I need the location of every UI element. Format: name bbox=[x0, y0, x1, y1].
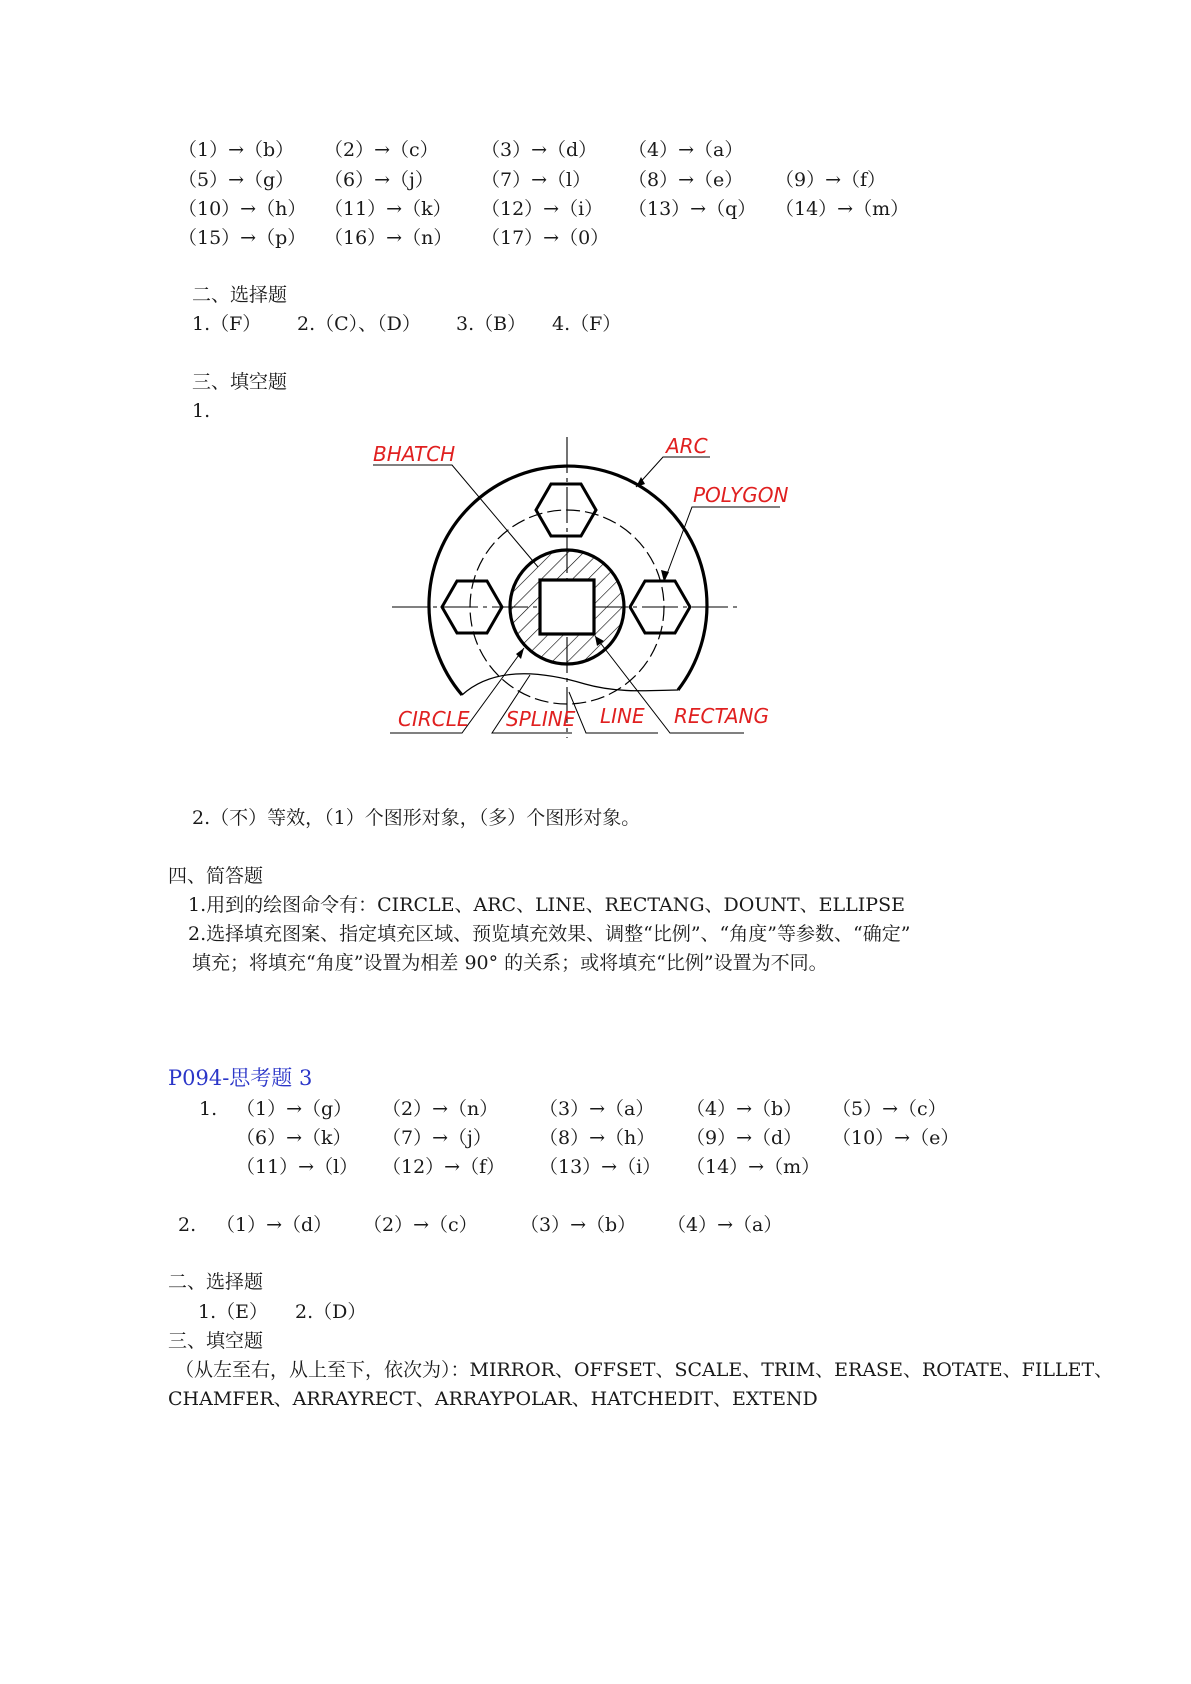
s1-r2-c2: （6）→（j） bbox=[324, 169, 434, 191]
s1-fill-item2: 2.（不）等效，（1）个图形对象，（多）个图形对象。 bbox=[192, 807, 641, 829]
s2-q2-num: 2. bbox=[178, 1214, 197, 1236]
s2-q1-r1-c1: （1）→（g） bbox=[236, 1098, 353, 1120]
s1-short-heading: 四、简答题 bbox=[168, 865, 264, 887]
s1-short-1: 1.用到的绘图命令有：CIRCLE、ARC、LINE、RECTANG、DOUNT、ELLIPSE bbox=[188, 894, 905, 916]
spline-line bbox=[462, 674, 678, 695]
s1-r4-c3: （17）→（0） bbox=[481, 227, 610, 249]
s2-q1-r1-c3: （3）→（a） bbox=[539, 1098, 655, 1120]
label-arc: ARC bbox=[666, 434, 708, 458]
hexagon-top bbox=[536, 484, 596, 536]
s1-choice-heading: 二、选择题 bbox=[192, 284, 288, 306]
s1-short-2a: 2.选择填充图案、指定填充区域、预览填充效果、调整“比例”、“角度”等参数、“确定” bbox=[188, 923, 911, 945]
s1-r1-c3: （3）→（d） bbox=[481, 139, 598, 161]
s1-fill-heading: 三、填空题 bbox=[192, 371, 288, 393]
s1-r1-c1: （1）→（b） bbox=[178, 139, 295, 161]
s2-q2-c3: （3）→（b） bbox=[520, 1214, 637, 1236]
s1-choice-2: 2.（C）、（D） bbox=[297, 313, 421, 335]
label-line: LINE bbox=[600, 704, 645, 728]
s2-choice-2: 2.（D） bbox=[295, 1301, 367, 1323]
s1-r4-c1: （15）→（p） bbox=[178, 227, 307, 249]
s2-q2-c2: （2）→（c） bbox=[363, 1214, 478, 1236]
s2-q1-r2-c3: （8）→（h） bbox=[539, 1127, 656, 1149]
s1-r3-c4: （13）→（q） bbox=[628, 198, 757, 220]
s2-q1-r3-c1: （11）→（l） bbox=[236, 1156, 359, 1178]
leader-polygon bbox=[664, 507, 780, 582]
s2-q1-r2-c2: （7）→（j） bbox=[382, 1127, 492, 1149]
s1-short-2b: 填充；将填充“角度”设置为相差 90° 的关系；或将填充“比例”设置为不同。 bbox=[192, 952, 828, 974]
label-spline: SPLINE bbox=[506, 707, 576, 731]
leader-bhatch bbox=[373, 465, 538, 567]
s1-r3-c3: （12）→（i） bbox=[481, 198, 604, 220]
s1-r4-c2: （16）→（n） bbox=[324, 227, 453, 249]
s2-choice-1: 1.（E） bbox=[198, 1301, 268, 1323]
s2-q2-c1: （1）→（d） bbox=[216, 1214, 333, 1236]
s1-r1-c4: （4）→（a） bbox=[628, 139, 744, 161]
label-bhatch: BHATCH bbox=[373, 442, 456, 466]
label-circle: CIRCLE bbox=[398, 707, 470, 731]
s2-q1-r2-c4: （9）→（d） bbox=[686, 1127, 803, 1149]
s1-choice-4: 4.（F） bbox=[552, 313, 622, 335]
s1-r1-c2: （2）→（c） bbox=[324, 139, 439, 161]
s2-q1-r3-c3: （13）→（i） bbox=[539, 1156, 662, 1178]
s2-q1-r1-c5: （5）→（c） bbox=[832, 1098, 947, 1120]
s1-r2-c4: （8）→（e） bbox=[628, 169, 744, 191]
s1-r3-c5: （14）→（m） bbox=[775, 198, 910, 220]
s1-fill-item1: 1. bbox=[192, 400, 211, 422]
s1-r2-c3: （7）→（l） bbox=[481, 169, 592, 191]
s1-r3-c2: （11）→（k） bbox=[324, 198, 452, 220]
s1-r2-c5: （9）→（f） bbox=[775, 169, 887, 191]
s2-title: P094-思考题 3 bbox=[168, 1066, 313, 1090]
label-rectang: RECTANG bbox=[674, 704, 770, 728]
s2-fill-line1: （从左至右，从上至下，依次为）：MIRROR、OFFSET、SCALE、TRIM、ERASE、ROTATE、FILLET、 bbox=[175, 1359, 1114, 1381]
square-clear bbox=[540, 580, 594, 634]
s1-choice-3: 3.（B） bbox=[456, 313, 527, 335]
label-polygon: POLYGON bbox=[693, 483, 789, 507]
s2-q2-c4: （4）→（a） bbox=[667, 1214, 783, 1236]
s1-r2-c1: （5）→（g） bbox=[178, 169, 295, 191]
s2-fill-heading: 三、填空题 bbox=[168, 1330, 264, 1352]
s2-q1-r3-c2: （12）→（f） bbox=[382, 1156, 506, 1178]
s2-q1-r3-c4: （14）→（m） bbox=[686, 1156, 821, 1178]
s2-q1-r2-c5: （10）→（e） bbox=[832, 1127, 960, 1149]
s1-choice-1: 1.（F） bbox=[192, 313, 262, 335]
s2-q1-r1-c2: （2）→（n） bbox=[382, 1098, 499, 1120]
s2-choice-heading: 二、选择题 bbox=[168, 1271, 264, 1293]
s2-fill-line2: CHAMFER、ARRAYRECT、ARRAYPOLAR、HATCHEDIT、EXTEND bbox=[168, 1388, 818, 1410]
s2-q1-r1-c4: （4）→（b） bbox=[686, 1098, 803, 1120]
s1-r3-c1: （10）→（h） bbox=[178, 198, 307, 220]
s2-q1-r2-c1: （6）→（k） bbox=[236, 1127, 352, 1149]
s2-q1-num: 1. bbox=[199, 1098, 218, 1120]
